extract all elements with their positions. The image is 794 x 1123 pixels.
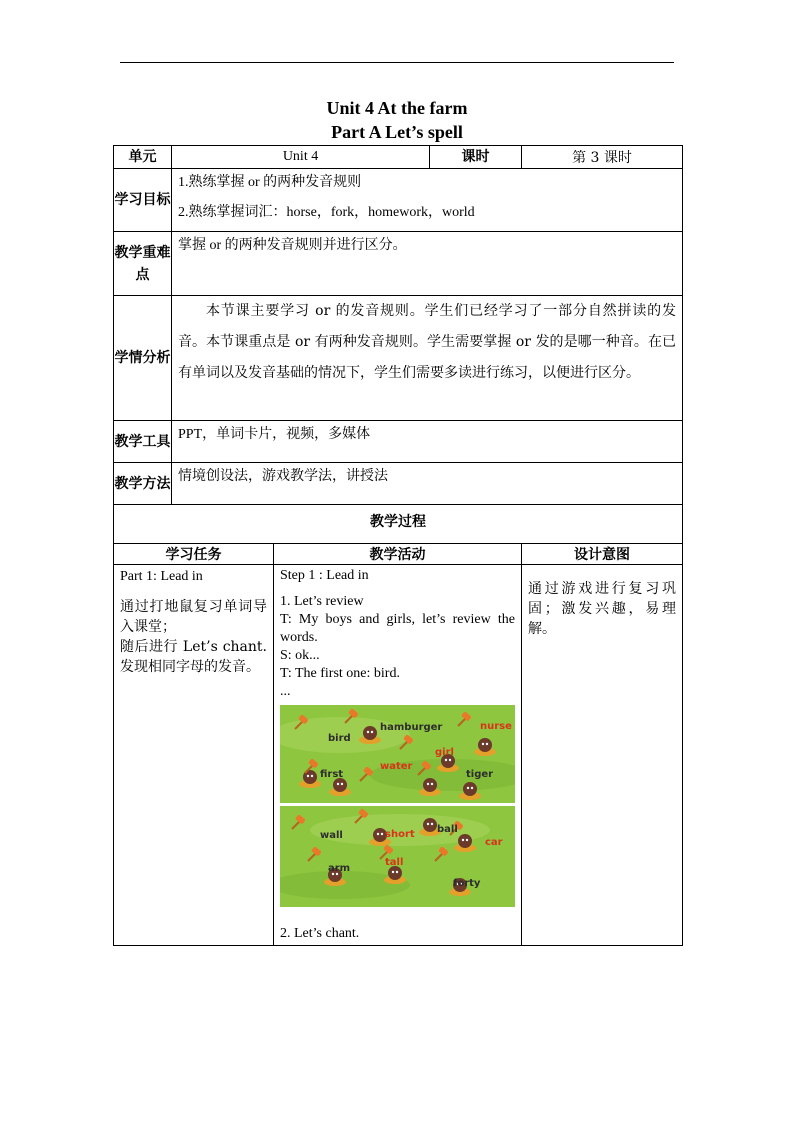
methods-text: 情境创设法，游戏教学法，讲授法 (172, 463, 683, 505)
tools-text: PPT，单词卡片，视频，多媒体 (172, 421, 683, 463)
game-word: car (485, 837, 503, 848)
game-word: forty (453, 878, 481, 889)
intent-cell: 通过游戏进行复习巩固；激发兴趣，易理解。 (522, 565, 683, 946)
keypoints-label: 教学重难点 (114, 232, 172, 296)
objectives (172, 169, 683, 232)
lesson-title: Unit 4 At the farm (326, 98, 468, 118)
activity-line: 1. Let’s review (280, 594, 364, 609)
activity-line: ... (280, 684, 291, 699)
header-rule (120, 62, 674, 63)
whack-a-mole-image (280, 705, 515, 907)
activity-cell (274, 565, 522, 946)
activity-line: T: My boys and girls, let’s review the words. (280, 612, 516, 645)
period-value: 第 3 课时 (522, 146, 683, 169)
game-word: first (320, 769, 344, 780)
unit-label: 单元 (114, 146, 172, 169)
col-header-activity: 教学活动 (274, 544, 522, 565)
game-word: tall (385, 857, 404, 868)
game-word: bird (328, 733, 351, 744)
lesson-plan-table (113, 145, 683, 946)
process-heading: 教学过程 (114, 505, 683, 544)
task-desc: 通过打地鼠复习单词导入课堂； (120, 599, 267, 635)
game-word: water (380, 761, 413, 772)
col-header-intent: 设计意图 (522, 544, 683, 565)
lesson-subtitle: Part A Let’s spell (331, 122, 463, 142)
game-word: girl (435, 747, 454, 758)
task-cell (114, 565, 274, 946)
activity-step: Step 1 : Lead in (280, 568, 369, 583)
objective-item: 1.熟练掌握 or 的两种发音规则 (178, 175, 362, 190)
game-word: ball (437, 824, 458, 835)
game-word: arm (328, 863, 351, 874)
task-part: Part 1: Lead in (120, 569, 203, 584)
unit-value: Unit 4 (172, 146, 430, 169)
objectives-label: 学习目标 (114, 169, 172, 232)
task-desc: 随后进行 Let’s chant.发现相同字母的发音。 (120, 639, 267, 675)
activity-line: S: ok... (280, 648, 320, 663)
objective-item: 2.熟练掌握词汇：horse，fork，homework，world (178, 205, 475, 220)
activity-chant: 2. Let’s chant. (280, 926, 360, 941)
game-word: tiger (466, 769, 494, 780)
keypoints: 掌握 or 的两种发音规则并进行区分。 (172, 232, 683, 296)
game-word: nurse (480, 721, 512, 732)
game-word: short (385, 829, 415, 840)
game-word: wall (320, 830, 343, 841)
period-label: 课时 (430, 146, 522, 169)
activity-line: T: The first one: bird. (280, 666, 400, 681)
game-word: hamburger (380, 722, 443, 733)
methods-label: 教学方法 (114, 463, 172, 505)
tools-label: 教学工具 (114, 421, 172, 463)
col-header-task: 学习任务 (114, 544, 274, 565)
analysis-text: 本节课主要学习 or 的发音规则。学生们已经学习了一部分自然拼读的发音。本节课重点是 or 有两种发音规则。学生需要掌握 or 发的是哪一种音。在已有单词以及发音基础的情况下，学生们需要多读进行练习，以便进行区分。 (172, 296, 683, 421)
analysis-label: 学情分析 (114, 296, 172, 421)
